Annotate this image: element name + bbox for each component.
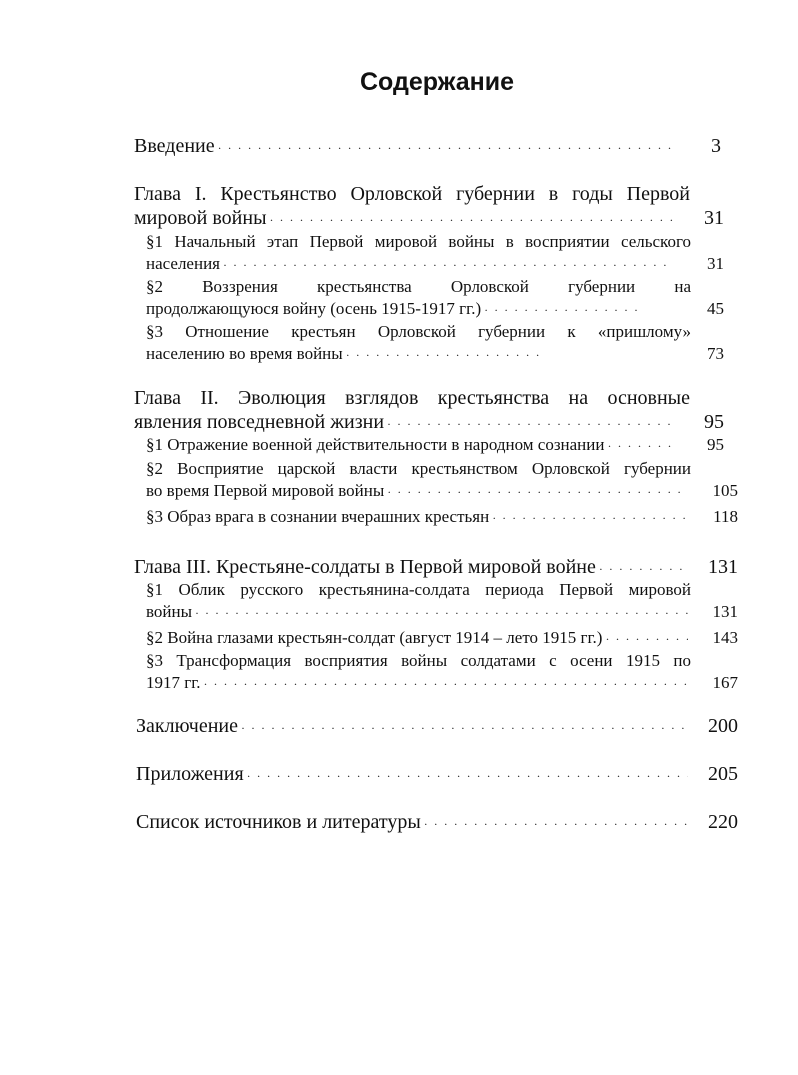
toc-entry-text: Заключение [136, 715, 238, 737]
toc-page-number: 205 [708, 763, 738, 785]
leader-dots [492, 507, 688, 529]
toc-page-number: 3 [711, 135, 721, 157]
toc-entry-text: §2 Воззрения крестьянства Орловской губернии на [146, 277, 691, 296]
leader-dots [346, 344, 546, 366]
toc-entry-text: §3 Трансформация восприятия войны солдатами с осени 1915 по [146, 651, 691, 670]
toc-page-number: 131 [712, 602, 738, 621]
toc-section-1-2[interactable] [146, 276, 724, 321]
toc-section-2-1[interactable] [146, 434, 724, 457]
toc-page-number: 200 [708, 715, 738, 737]
toc-page-number: 220 [708, 811, 738, 833]
toc-entry-text: во время Первой мировой войны [146, 481, 385, 500]
toc-chapter-3[interactable] [134, 555, 738, 581]
toc-entry-text: Глава III. Крестьяне-солдаты в Первой мировой войне [134, 556, 596, 578]
leader-dots [195, 602, 688, 624]
leader-dots [424, 812, 688, 836]
toc-entry-text: населению во время войны [146, 344, 343, 363]
toc-entry-text: §3 Образ врага в сознании вчерашних крестьян [146, 507, 490, 526]
leader-dots [605, 628, 688, 650]
toc-section-1-3[interactable] [146, 321, 724, 366]
leader-dots [241, 716, 688, 740]
toc-entry-intro[interactable] [134, 134, 721, 160]
leader-dots [387, 412, 674, 436]
toc-entry-text: §1 Отражение военной действительности в народном сознании [146, 435, 605, 454]
toc-chapter-2[interactable] [134, 386, 724, 436]
toc-entry-text: §1 Облик русского крестьянина-солдата периода Первой мировой [146, 580, 691, 599]
toc-page-number: 143 [712, 628, 738, 647]
toc-page-number: 73 [707, 344, 724, 363]
toc-entry-appendix[interactable] [136, 762, 738, 788]
toc-entry-text: мировой войны [134, 207, 267, 229]
toc-entry-text: 1917 гг. [146, 673, 201, 692]
leader-dots [204, 673, 688, 695]
toc-entry-text: §3 Отношение крестьян Орловской губернии к «пришлому» [146, 322, 691, 341]
toc-entry-text: Приложения [136, 763, 244, 785]
toc-section-3-3[interactable] [146, 650, 738, 695]
toc-page-number: 167 [712, 673, 738, 692]
toc-section-3-1[interactable] [146, 579, 738, 624]
leader-dots [270, 208, 674, 232]
leader-dots [218, 136, 671, 160]
toc-entry-text: §2 Война глазами крестьян-солдат (август 1914 – лето 1915 гг.) [146, 628, 603, 647]
toc-entry-text: §2 Восприятие царской власти крестьянством Орловской губернии [146, 459, 691, 478]
page-title: Содержание [359, 68, 515, 96]
toc-page-number: 31 [704, 207, 724, 229]
toc-entry-text: §1 Начальный этап Первой мировой войны в восприятии сельского [146, 232, 691, 251]
toc-page-number: 31 [707, 254, 724, 273]
toc-entry-conclusion[interactable] [136, 714, 738, 740]
toc-entry-text: войны [146, 602, 193, 621]
toc-section-3-2[interactable] [146, 627, 738, 650]
toc-chapter-1[interactable] [134, 182, 724, 232]
toc-section-2-3[interactable] [146, 506, 738, 529]
toc-entry-text: явления повседневной жизни [134, 411, 385, 433]
toc-entry-text: Глава II. Эволюция взглядов крестьянства на основные [134, 387, 690, 409]
toc-entry-text: Введение [134, 135, 215, 157]
toc-page-number: 131 [708, 556, 738, 578]
toc-entry-text: Список источников и литературы [136, 811, 421, 833]
leader-dots [387, 481, 688, 503]
toc-page-number: 45 [707, 299, 724, 318]
toc-page-number: 95 [707, 435, 724, 454]
toc-page-number: 105 [712, 481, 738, 500]
leader-dots [247, 764, 688, 788]
toc-section-1-1[interactable] [146, 231, 724, 276]
leader-dots [607, 435, 674, 457]
toc-page-number: 118 [713, 507, 738, 526]
leader-dots [223, 254, 674, 276]
toc-section-2-2[interactable] [146, 458, 738, 503]
toc-entry-text: продолжающуюся войну (осень 1915-1917 гг.) [146, 299, 482, 318]
toc-entry-text: Глава I. Крестьянство Орловской губернии в годы Первой [134, 183, 690, 205]
leader-dots [599, 557, 688, 581]
toc-entry-sources[interactable] [136, 810, 738, 836]
toc-entry-text: населения [146, 254, 220, 273]
leader-dots [484, 299, 639, 321]
toc-page-number: 95 [704, 411, 724, 433]
